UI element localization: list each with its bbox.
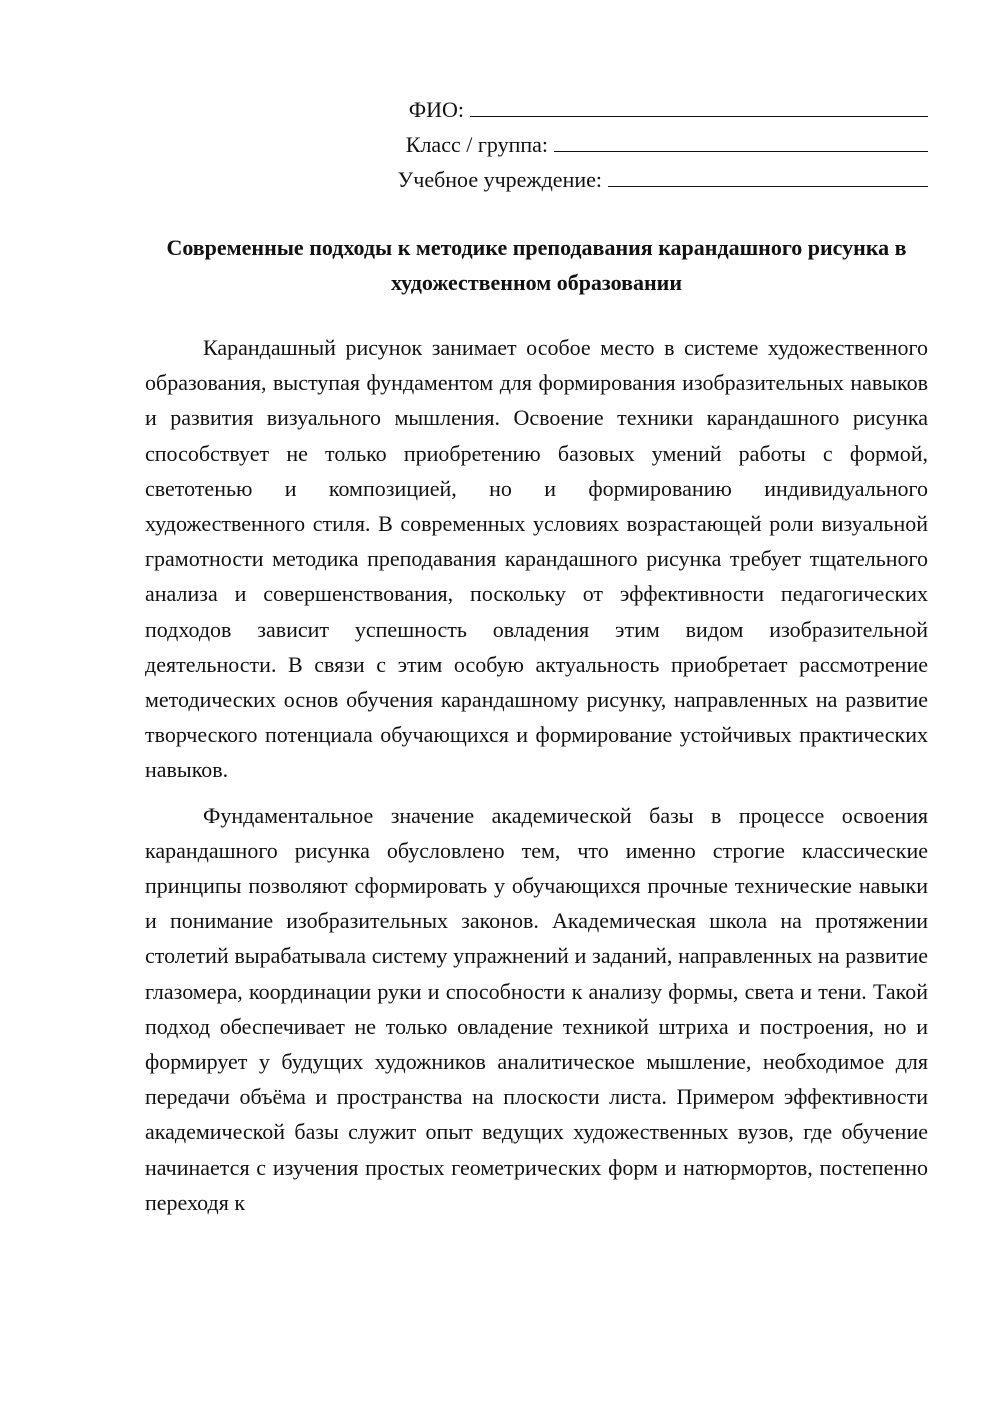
name-blank-line[interactable] xyxy=(470,94,928,117)
class-label: Класс / группа: xyxy=(405,132,548,157)
document-title: Современные подходы к методике преподавания карандашного рисунка в художественном образовании xyxy=(166,235,907,295)
paragraph-1: Карандашный рисунок занимает особое место в системе художественного образования, выступая фундаментом для формирования изобразительных навыков и развития визуального мышления. Освоение техники карандашного рисунка способствует не только приобретению базовых умений работы с формой, светотенью и композицией, но и формированию индивидуального художественного стиля. В современных условиях возрастающей роли визуальной грамотности методика преподавания карандашного рисунка требует тщательного анализа и совершенствования, поскольку от эффективности педагогических подходов зависит успешность овладения этим видом изобразительной деятельности. В связи с этим особую актуальность приобретает рассмотрение методических основ обучения карандашному рисунку, направленных на развитие творческого потенциала обучающихся и формирование устойчивых практических навыков. xyxy=(145,335,928,783)
name-field-row xyxy=(300,92,928,127)
institution-field-row xyxy=(300,162,928,197)
paragraph-2: Фундаментальное значение академической базы в процессе освоения карандашного рисунка обусловлено тем, что именно строгие классические принципы позволяют сформировать у обучающихся прочные технические навыки и понимание изобразительных законов. Академическая школа на протяжении столетий вырабатывала систему упражнений и заданий, направленных на развитие глазомера, координации руки и способности к анализу формы, света и тени. Такой подход обеспечивает не только овладение техникой штриха и построения, но и формирует у будущих художников аналитическое мышление, необходимое для передачи объёма и пространства на плоскости листа. Примером эффективности академической базы служит опыт ведущих художественных вузов, где обучение начинается с изучения простых геометрических форм и натюрмортов, постепенно переходя к xyxy=(145,802,928,1215)
class-field-row xyxy=(300,127,928,162)
institution-label: Учебное учреждение: xyxy=(397,167,602,192)
student-info-block xyxy=(300,92,928,197)
name-label: ФИО: xyxy=(408,97,464,122)
document-body xyxy=(145,330,928,1230)
class-blank-line[interactable] xyxy=(554,129,928,152)
institution-blank-line[interactable] xyxy=(608,164,928,187)
